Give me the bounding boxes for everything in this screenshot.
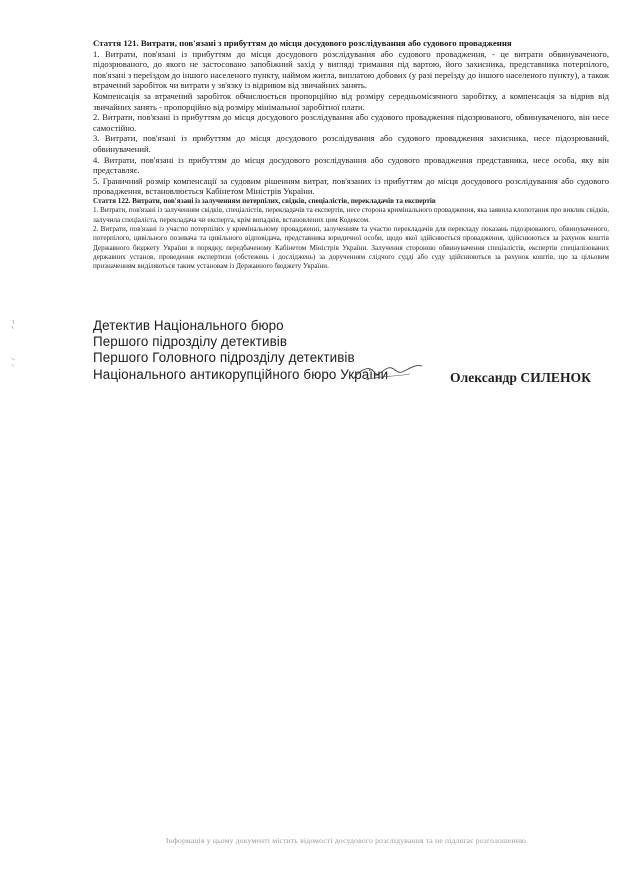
signer-title-line-1: Детектив Національного бюро xyxy=(93,318,284,333)
article-121-paragraph-1: 1. Витрати, пов'язані із прибуттям до місця досудового розслідування або судового провадження, - це витрати обвинуваченого, підозрюваного, до якого не застосовано запобіжний захід у вигляді тримання під вартою, його захисника, представника потерпілого, пов'язані з переїздом до іншого населеного пункту, наймом житла, виплатою добових (у разі переїзду до іншого населеного пункту), а також втрачений заробіток чи витрати у зв'язку із відривом від звичайних занять. xyxy=(93,48,609,91)
article-121-paragraph-2: 2. Витрати, пов'язані із прибуттям до місця досудового розслідування або судового провадження підозрюваного, обвинуваченого, він несе самостійно. xyxy=(93,112,609,133)
article-121-heading: Стаття 121. Витрати, пов'язані з прибуттям до місця досудового розслідування або судового провадження xyxy=(93,38,512,48)
article-text xyxy=(93,38,609,271)
article-122-paragraph-2: 2. Витрати, пов'язані із участю потерпілих у кримінальному провадженні, залученням та участю перекладачів для перекладу показань підозрюваного, обвинуваченого, потерпілого, цивільного позивача та цивільного відповідача, представника юридичної особи, щодо якої здійснюється провадження, здійснюються за рахунок коштів Державного бюджету України в порядку, передбаченому Кабінетом Міністрів України. Залучення стороною обвинувачення спеціалістів, експертів спеціалізованих державних установ, проведення експертизи (обстежень і досліджень) за дорученням слідчого судді або суду здійснюються за рахунок коштів, що за цільовим призначенням виділяються таким установам із Державного бюджету України. xyxy=(93,225,609,271)
signer-title-line-4: Національного антикорупційного бюро України xyxy=(93,366,389,382)
article-122-paragraph-1: 1. Витрати, пов'язані із залученням свідків, спеціалістів, перекладачів та експертів, несе сторона кримінального провадження, яка заявила клопотання про виклик свідків, залучила спеціаліста, перекладача чи експерта, крім випадків, встановлених цим Кодексом. xyxy=(93,206,609,224)
confidentiality-footer: Інформація у цьому документі містить відомості досудового розслідування та не підлягає розголошенню. xyxy=(165,836,529,845)
article-121-paragraph-5: 5. Граничний розмір компенсації за судовим рішенням витрат, пов'язаних із прибуттям до місця досудового розслідування або судового провадження, встановлюється Кабінетом Міністрів України. xyxy=(93,175,609,197)
article-121-paragraph-3: 3. Витрати, пов'язані із прибуттям до місця досудового розслідування або судового провадження захисника, несе підозрюваний, обвинувачений. xyxy=(93,133,609,154)
handwritten-signature-icon xyxy=(352,360,432,386)
article-122-heading: Стаття 122. Витрати, пов'язані із залученням потерпілих, свідків, спеціалістів, перекладачів та експертів xyxy=(93,196,436,205)
article-121-paragraph-1b: Компенсація за втрачений заробіток обчислюється пропорційно від розміру середньомісячного заробітку, а компенсація за відрив від звичайних занять - пропорційно від розміру мінімальної заробітної плати. xyxy=(93,90,609,112)
margin-scribble-icon xyxy=(7,318,19,388)
article-121-paragraph-4: 4. Витрати, пов'язані із прибуттям до місця досудового розслідування або судового провадження представника, несе особа, яку він представляє. xyxy=(93,154,609,176)
signer-name: Олександр СИЛЕНОК xyxy=(450,370,591,385)
signer-title-line-3: Першого Головного підрозділу детективів xyxy=(93,350,355,366)
signer-title-line-2: Першого підрозділу детективів xyxy=(93,334,288,350)
